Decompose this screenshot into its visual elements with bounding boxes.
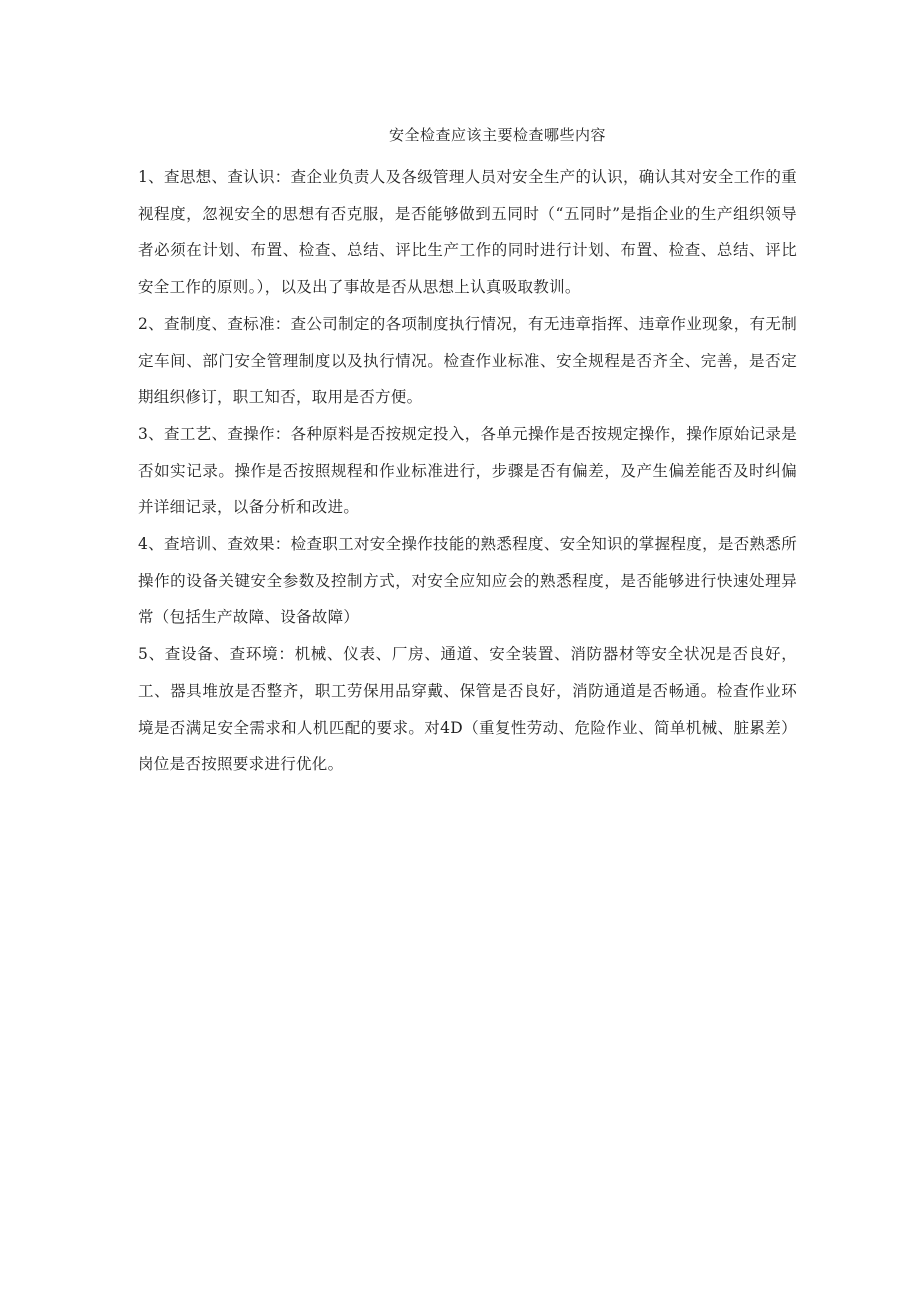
paragraph-1: 1、查思想、查认识：查企业负责人及各级管理人员对安全生产的认识，确认其对安全工作的重视程度，忽视安全的思想有否克服，是否能够做到五同时（“五同时”是指企业的生产组织领导者必须在计划、布置、检查、总结、评比生产工作的同时进行计划、布置、检查、总结、评比安全工作的原则。），以及出了事故是否从思想上认真吸取教训。 xyxy=(138,168,797,297)
paragraph-2: 2、查制度、查标准：查公司制定的各项制度执行情况，有无违章指挥、违章作业现象，有无制定车间、部门安全管理制度以及执行情况。检查作业标准、安全规程是否齐全、完善，是否定期组织修订，职工知否，取用是否方便。 xyxy=(138,314,797,407)
paragraph-5: 5、查设备、查环境：机械、仪表、厂房、通道、安全装置、消防器材等安全状况是否良好，工、器具堆放是否整齐，职工劳保用品穿戴、保管是否良好，消防通道是否畅通。检查作业环境是否满足安全需求和人机匹配的要求。对4D（重复性劳动、危险作业、简单机械、脏累差）岗位是否按照要求进行优化。 xyxy=(138,645,797,774)
paragraph-4: 4、查培训、查效果：检查职工对安全操作技能的熟悉程度、安全知识的掌握程度，是否熟悉所操作的设备关键安全参数及控制方式，对安全应知应会的熟悉程度，是否能够进行快速处理异常（包括生产故障、设备故障） xyxy=(138,535,797,627)
document-body xyxy=(138,121,797,783)
paragraph-3: 3、查工艺、查操作：各种原料是否按规定投入，各单元操作是否按规定操作，操作原始记录是否如实记录。操作是否按照规程和作业标准进行，步骤是否有偏差，及产生偏差能否及时纠偏并详细记录，以备分析和改进。 xyxy=(138,424,797,517)
document-title: 安全检查应该主要检查哪些内容 xyxy=(388,126,606,144)
